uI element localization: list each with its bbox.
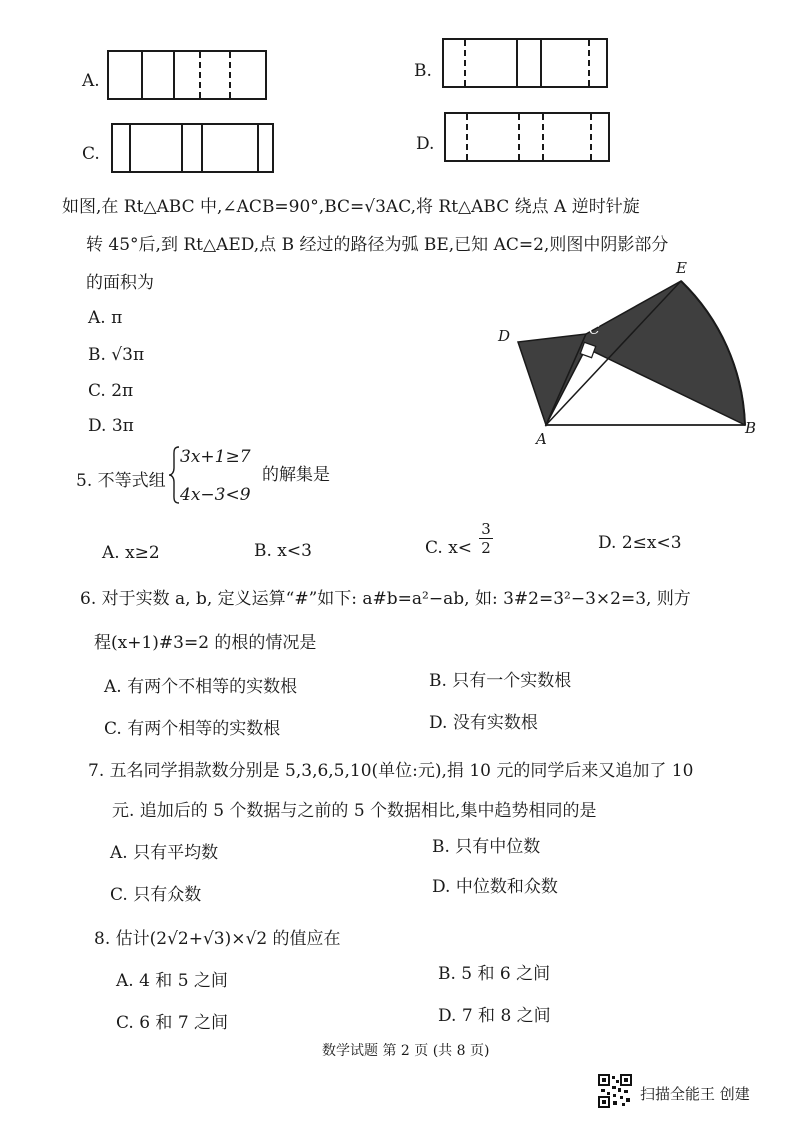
q4-option-a: A. π	[88, 308, 123, 328]
q5-inequality-1: 3x+1≥7	[180, 447, 251, 467]
q3-option-d-strip	[444, 112, 610, 162]
q8-option-c: C. 6 和 7 之间	[116, 1013, 229, 1033]
q5-suffix: 的解集是	[262, 465, 330, 485]
q7-option-d: D. 中位数和众数	[432, 877, 558, 897]
q6-option-b: B. 只有一个实数根	[429, 671, 572, 691]
page-footer: 数学试题 第 2 页 (共 8 页)	[322, 1043, 490, 1059]
scanner-watermark: 扫描全能王 创建	[640, 1085, 750, 1103]
q4-geometry-figure	[490, 258, 780, 448]
q4-stem-line1: 如图,在 Rt△ABC 中,∠ACB=90°,BC=√3AC,将 Rt△ABC 绕点 A 逆时针旋	[62, 197, 640, 217]
q5-option-b: B. x<3	[254, 541, 312, 561]
q5-inequality-2: 4x−3<9	[180, 485, 251, 505]
q4-option-d: D. 3π	[88, 416, 134, 436]
q7-option-b: B. 只有中位数	[432, 837, 541, 857]
q7-stem-line1: 7. 五名同学捐款数分别是 5,3,6,5,10(单位:元),捐 10 元的同学后来又追加了 10	[88, 761, 694, 781]
q3-option-c-strip	[111, 123, 274, 173]
label-c: C	[589, 322, 600, 338]
q5-option-d: D. 2≤x<3	[598, 533, 682, 553]
qr-code-icon	[598, 1074, 632, 1108]
q5-brace	[168, 446, 180, 504]
q4-option-b: B. √3π	[88, 345, 145, 365]
q5-option-a: A. x≥2	[102, 543, 160, 563]
q5-prefix: 5. 不等式组	[76, 471, 166, 491]
q3-option-b-label: B.	[414, 61, 432, 81]
q7-option-a: A. 只有平均数	[110, 843, 219, 863]
q8-option-b: B. 5 和 6 之间	[438, 964, 551, 984]
fraction-denominator: 2	[481, 539, 491, 557]
q8-stem-line1: 8. 估计(2√2+√3)×√2 的值应在	[94, 929, 341, 949]
q3-option-b-strip	[442, 38, 608, 88]
q6-stem-line2: 程(x+1)#3=2 的根的情况是	[94, 633, 317, 653]
q4-stem-line3: 的面积为	[86, 273, 154, 293]
label-a: A	[536, 430, 547, 448]
q6-stem-line1: 6. 对于实数 a, b, 定义运算“#”如下: a#b=a²−ab, 如: 3#2=3²−3×2=3, 则方	[80, 589, 691, 609]
q5-option-c: C. x<	[425, 538, 473, 558]
q6-option-a: A. 有两个不相等的实数根	[104, 677, 298, 697]
fraction-numerator: 3	[479, 520, 493, 539]
q7-stem-line2: 元. 追加后的 5 个数据与之前的 5 个数据相比,集中趋势相同的是	[112, 801, 597, 821]
q4-stem-line2: 转 45°后,到 Rt△AED,点 B 经过的路径为弧 BE,已知 AC=2,则图中阴影部分	[86, 235, 669, 255]
q3-option-a-strip	[107, 50, 267, 100]
q5-option-c-fraction	[479, 520, 493, 557]
label-e: E	[676, 259, 687, 277]
q8-option-d: D. 7 和 8 之间	[438, 1006, 551, 1026]
q6-option-c: C. 有两个相等的实数根	[104, 719, 281, 739]
q3-option-d-label: D.	[416, 134, 435, 154]
q8-option-a: A. 4 和 5 之间	[116, 971, 228, 991]
q3-option-a-label: A.	[82, 71, 100, 91]
label-d: D	[498, 327, 511, 345]
q6-option-d: D. 没有实数根	[429, 713, 538, 733]
label-b: B	[745, 419, 757, 437]
q7-option-c: C. 只有众数	[110, 885, 202, 905]
q4-option-c: C. 2π	[88, 381, 134, 401]
q3-option-c-label: C.	[82, 144, 100, 164]
